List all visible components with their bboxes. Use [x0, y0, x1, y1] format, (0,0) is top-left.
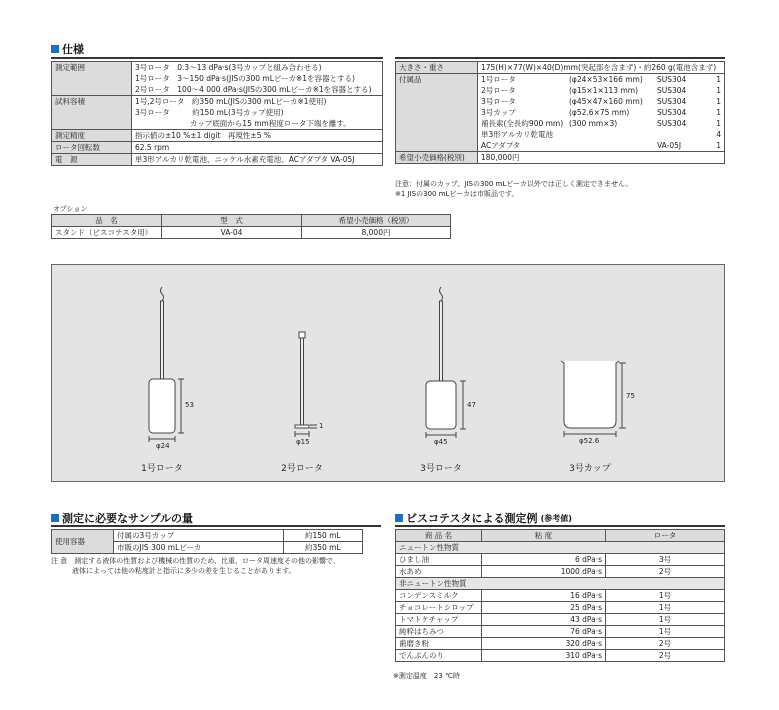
rotor-value: 1号 — [606, 626, 725, 638]
rotor-value: 3号 — [606, 554, 725, 566]
rotor-3-caption: 3号ロータ — [420, 464, 462, 474]
sample-heading — [51, 510, 193, 526]
spec-line: 単3形アルカリ乾電池、ニッケル水素充電池、ACアダプタ VA-05J — [135, 155, 355, 164]
spec-heading — [51, 41, 84, 57]
viscosity-value: 76 dPa·s — [482, 626, 606, 638]
accessory-qty: 1 — [716, 75, 721, 84]
table-row — [52, 62, 383, 96]
table-row — [52, 130, 383, 142]
table-row — [52, 96, 383, 130]
accessory-item — [481, 74, 721, 85]
rotor-3-diameter: φ45 — [434, 438, 448, 446]
spec-row-label: 電 源 — [52, 154, 132, 166]
option-header: 品 名 — [52, 215, 162, 227]
sample-table — [51, 529, 363, 554]
sample-cell: 約350 mL — [283, 542, 362, 554]
option-table — [51, 214, 451, 239]
spec-line: 指示値の±10 %±1 digit 再現性±5 % — [135, 131, 271, 140]
cup-3-diameter: φ52.6 — [579, 437, 600, 445]
product-name: コンデンスミルク — [396, 590, 482, 602]
product-name: でんぷんのり — [396, 650, 482, 662]
rotor-value: 2号 — [606, 566, 725, 578]
spec-row-value — [132, 62, 383, 96]
accessory-name: 2号ロータ — [481, 86, 516, 95]
square-bullet-icon — [51, 45, 59, 53]
accessory-item — [481, 96, 721, 107]
option-header: 型 式 — [162, 215, 302, 227]
accessory-item — [481, 107, 721, 118]
spec-row-value — [132, 130, 383, 142]
spec-rule-left — [51, 57, 383, 59]
accessories-list — [478, 74, 725, 152]
spec-row-label: 測定精度 — [52, 130, 132, 142]
rotor-value: 1号 — [606, 602, 725, 614]
table-row — [52, 227, 451, 239]
spec-row-label: ロータ回転数 — [52, 142, 132, 154]
accessory-qty: 1 — [716, 86, 721, 95]
spec-line: 1号,2号ロータ 約350 mL(JISの300 mLビーカ※1使用) — [135, 97, 327, 106]
sample-label: 使用容器 — [52, 530, 114, 554]
accessory-name: 1号ロータ — [481, 75, 516, 84]
accessory-mat: SUS304 — [657, 75, 687, 84]
sample-note — [51, 556, 340, 576]
option-cell: VA-04 — [162, 227, 302, 239]
accessory-name: 3号カップ — [481, 108, 516, 117]
option-cell: 8,000円 — [302, 227, 451, 239]
table-row — [396, 554, 725, 566]
rotor-3-figure — [426, 287, 466, 438]
table-row — [396, 602, 725, 614]
table-row — [396, 566, 725, 578]
size-value: 175(H)×77(W)×40(D)mm(突起部を含まず)・約260 g(電池含まず) — [478, 62, 725, 74]
rotor-value: 1号 — [606, 590, 725, 602]
cup-3-caption: 3号カップ — [569, 464, 611, 474]
accessory-qty: 1 — [716, 141, 721, 150]
product-name: ひまし油 — [396, 554, 482, 566]
examples-header: 商 品 名 — [396, 530, 482, 542]
spec-row-label: 測定範囲 — [52, 62, 132, 96]
spec-line: 1号ロータ 3～150 dPa·s(JISの300 mLビーカ※1を容器とする) — [135, 74, 355, 83]
product-name: 純粋はちみつ — [396, 626, 482, 638]
accessory-dim — [569, 140, 657, 151]
category-row — [396, 542, 725, 554]
accessory-item — [481, 140, 721, 151]
sample-cell: 約150 mL — [283, 530, 362, 542]
rotor-2-caption: 2号ロータ — [281, 464, 323, 474]
table-row — [396, 590, 725, 602]
option-title: オプション — [53, 205, 88, 213]
price-value: 180,000円 — [478, 152, 725, 164]
rotor-value: 2号 — [606, 650, 725, 662]
price-label: 希望小売価格(税別) — [396, 152, 478, 164]
accessory-dim: (φ52.6×75 mm) — [569, 108, 630, 117]
sample-cell: 市販のJIS 300 mLビーカ — [114, 542, 284, 554]
square-bullet-icon — [51, 514, 59, 522]
accessory-name: 単3形アルカリ乾電池 — [481, 130, 553, 139]
table-row — [52, 154, 383, 166]
sample-cell: 付属の3号カップ — [114, 530, 284, 542]
spec-row-value — [132, 142, 383, 154]
accessory-dim — [569, 129, 657, 140]
spec-note: 注意：付属のカップ、JISの300 mLビーカ以外では正しく測定できません。 — [395, 180, 633, 188]
spec-note: ※1 JISの300 mLビーカは市販品です。 — [395, 190, 519, 198]
spec-row-label: 試料容積 — [52, 96, 132, 130]
spec-line: 2号ロータ 100～4 000 dPa·s(JISの300 mLビーカ※1を容器とする) — [135, 85, 372, 94]
accessory-name: ACアダプタ — [481, 141, 521, 150]
product-name: チョコレートシロップ — [396, 602, 482, 614]
accessory-item — [481, 85, 721, 96]
table-row — [396, 614, 725, 626]
spec-table — [51, 61, 383, 166]
option-cell: スタンド（ビスコテスタ用） — [52, 227, 162, 239]
viscosity-value: 310 dPa·s — [482, 650, 606, 662]
option-header: 希望小売価格（税別） — [302, 215, 451, 227]
spec-line: 3号ロータ 0.3～13 dPa·s(3号カップと組み合わせる) — [135, 63, 322, 72]
table-row — [396, 650, 725, 662]
rotor-1-figure — [149, 287, 184, 442]
accessory-mat: VA-05J — [657, 141, 682, 150]
table-row — [396, 638, 725, 650]
rotor-3-height: 47 — [467, 401, 476, 409]
accessory-mat: SUS304 — [657, 108, 687, 117]
examples-rule — [395, 525, 725, 527]
rotor-value: 2号 — [606, 638, 725, 650]
accessory-qty: 1 — [716, 97, 721, 106]
spec-line: 3号ロータ 約150 mL(3号カップ使用) — [135, 108, 284, 117]
accessory-mat — [657, 129, 701, 140]
examples-heading — [395, 510, 572, 526]
rotor-diagram-panel — [51, 264, 725, 482]
sample-note-line: 注 意 測定する液体の性質および機械の性質のため、比重、ロータ周速度その他の影響で、 — [51, 557, 340, 565]
product-name: 歯磨き粉 — [396, 638, 482, 650]
square-bullet-icon — [395, 514, 403, 522]
product-name: 水あめ — [396, 566, 482, 578]
viscosity-value: 25 dPa·s — [482, 602, 606, 614]
rotor-2-figure — [295, 332, 317, 437]
table-row — [52, 530, 363, 542]
category-label: 非ニュートン性物質 — [396, 578, 725, 590]
viscosity-value: 1000 dPa·s — [482, 566, 606, 578]
accessory-qty: 1 — [716, 108, 721, 117]
rotor-2-diameter: φ15 — [296, 438, 310, 446]
spec-notes — [395, 179, 632, 199]
accessory-mat: SUS304 — [657, 86, 687, 95]
product-name: トマトケチャップ — [396, 614, 482, 626]
sample-rule — [51, 525, 381, 527]
spec-title: 仕様 — [62, 43, 84, 56]
accessory-dim: (300 mm×3) — [569, 119, 618, 128]
cup-3-figure — [561, 361, 626, 437]
rotor-value: 1号 — [606, 614, 725, 626]
size-label: 大きさ・重さ — [396, 62, 478, 74]
accessories-label: 付属品 — [396, 74, 478, 152]
rotor-1-height: 53 — [185, 401, 194, 409]
accessory-qty: 4 — [716, 130, 721, 139]
spec-row-value — [132, 154, 383, 166]
examples-title: ビスコテスタによる測定例 — [406, 512, 538, 525]
examples-title-suffix: (参考値) — [540, 513, 572, 523]
accessory-dim: (φ45×47×160 mm) — [569, 97, 643, 106]
accessory-name: 補長索(全長約900 mm) — [481, 119, 564, 128]
accessory-mat: SUS304 — [657, 97, 687, 106]
accessory-mat: SUS304 — [657, 119, 687, 128]
cup-3-height: 75 — [626, 392, 635, 400]
rotor-2-height: 1 — [319, 422, 324, 430]
sample-title: 測定に必要なサンプルの量 — [62, 512, 194, 525]
examples-footnote: ※測定温度 23 ℃時 — [393, 672, 460, 680]
viscosity-value: 320 dPa·s — [482, 638, 606, 650]
rotor-diagram — [52, 265, 726, 483]
accessory-item — [481, 129, 721, 140]
accessory-item — [481, 118, 721, 129]
examples-table — [395, 529, 725, 662]
accessory-dim: (φ15×1×113 mm) — [569, 86, 638, 95]
spec-rule-right — [395, 57, 725, 59]
viscosity-value: 16 dPa·s — [482, 590, 606, 602]
accessory-qty: 1 — [716, 119, 721, 128]
rotor-1-diameter: φ24 — [156, 442, 170, 450]
examples-header: ロータ — [606, 530, 725, 542]
viscosity-value: 6 dPa·s — [482, 554, 606, 566]
spec-table-right — [395, 61, 725, 164]
table-row — [52, 142, 383, 154]
sample-note-line: 液体によっては他の粘度計と指示に多少の差を生じることがあります。 — [51, 567, 296, 575]
category-row — [396, 578, 725, 590]
accessory-dim: (φ24×53×166 mm) — [569, 75, 643, 84]
table-row — [396, 626, 725, 638]
spec-line: 62.5 rpm — [135, 143, 170, 152]
viscosity-value: 43 dPa·s — [482, 614, 606, 626]
examples-header: 粘 度 — [482, 530, 606, 542]
accessory-name: 3号ロータ — [481, 97, 516, 106]
spec-line: カップ底面から15 mm程度ロータ下端を離す。 — [135, 119, 351, 128]
rotor-1-caption: 1号ロータ — [141, 464, 183, 474]
spec-row-value — [132, 96, 383, 130]
category-label: ニュートン性物質 — [396, 542, 725, 554]
